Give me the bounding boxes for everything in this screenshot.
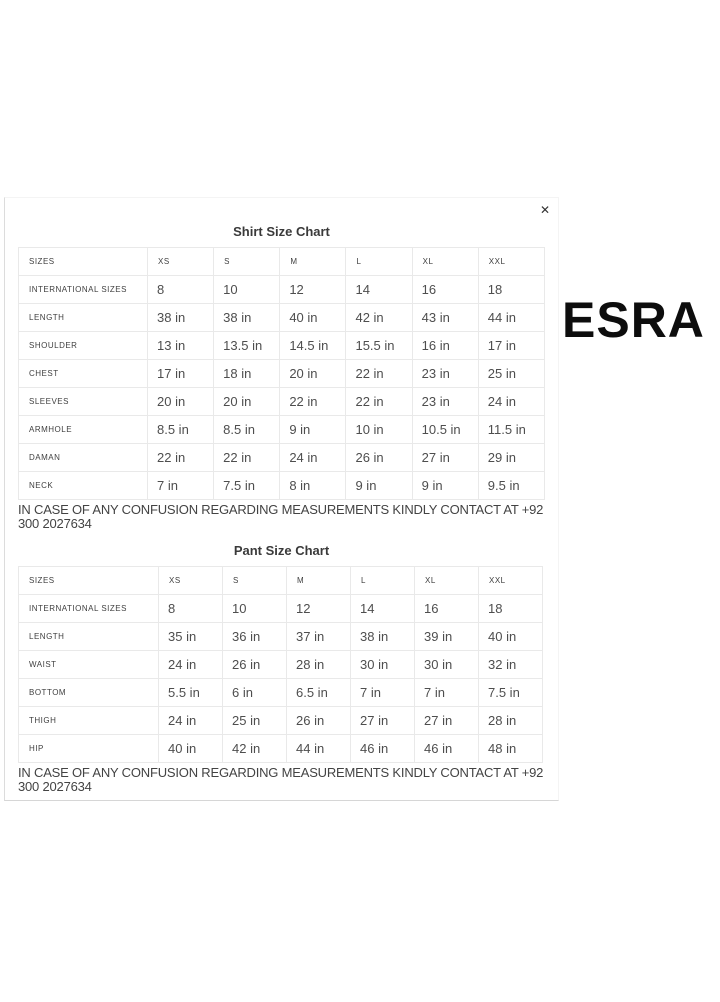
- value-cell: 9.5 in: [478, 472, 544, 500]
- value-cell: 10: [223, 595, 287, 623]
- value-cell: 16 in: [412, 332, 478, 360]
- shirt-size-table: [18, 247, 545, 500]
- row-label-cell: HIP: [19, 735, 159, 763]
- value-cell: 7.5 in: [479, 679, 543, 707]
- value-cell: 39 in: [415, 623, 479, 651]
- value-cell: 32 in: [479, 651, 543, 679]
- shirt-chart-note: IN CASE OF ANY CONFUSION REGARDING MEASUREMENTS KINDLY CONTACT AT +92 300 2027634: [18, 502, 544, 531]
- pant-chart-title: Pant Size Chart: [233, 543, 330, 558]
- value-cell: 8: [159, 595, 223, 623]
- value-cell: 7.5 in: [214, 472, 280, 500]
- value-cell: 16: [415, 595, 479, 623]
- brand-logo: ESRA: [562, 292, 705, 348]
- table-row: [19, 651, 543, 679]
- value-cell: 40 in: [159, 735, 223, 763]
- pant-chart-note: IN CASE OF ANY CONFUSION REGARDING MEASUREMENTS KINDLY CONTACT AT +92 300 2027634: [18, 765, 544, 794]
- row-label-cell: SIZES: [19, 567, 159, 595]
- value-cell: 9 in: [280, 416, 346, 444]
- value-cell: 30 in: [351, 651, 415, 679]
- value-cell: 8.5 in: [148, 416, 214, 444]
- value-cell: 24 in: [159, 651, 223, 679]
- value-cell: 9 in: [412, 472, 478, 500]
- table-row: [19, 595, 543, 623]
- value-cell: 10 in: [346, 416, 412, 444]
- value-cell: M: [280, 248, 346, 276]
- value-cell: 27 in: [415, 707, 479, 735]
- value-cell: 9 in: [346, 472, 412, 500]
- row-label-cell: THIGH: [19, 707, 159, 735]
- value-cell: 13 in: [148, 332, 214, 360]
- value-cell: 17 in: [478, 332, 544, 360]
- value-cell: 40 in: [479, 623, 543, 651]
- value-cell: 14: [351, 595, 415, 623]
- table-row: [19, 679, 543, 707]
- value-cell: XXL: [478, 248, 544, 276]
- value-cell: 20 in: [148, 388, 214, 416]
- value-cell: 28 in: [479, 707, 543, 735]
- table-row: [19, 360, 545, 388]
- value-cell: 7 in: [148, 472, 214, 500]
- row-label-cell: LENGTH: [19, 623, 159, 651]
- value-cell: 17 in: [148, 360, 214, 388]
- value-cell: 27 in: [351, 707, 415, 735]
- value-cell: 42 in: [346, 304, 412, 332]
- value-cell: 26 in: [346, 444, 412, 472]
- table-row: [19, 332, 545, 360]
- value-cell: 20 in: [280, 360, 346, 388]
- value-cell: 12: [287, 595, 351, 623]
- value-cell: 25 in: [478, 360, 544, 388]
- value-cell: 46 in: [415, 735, 479, 763]
- value-cell: 24 in: [159, 707, 223, 735]
- value-cell: 42 in: [223, 735, 287, 763]
- value-cell: XL: [415, 567, 479, 595]
- value-cell: 48 in: [479, 735, 543, 763]
- value-cell: 22 in: [214, 444, 280, 472]
- value-cell: 10: [214, 276, 280, 304]
- row-label-cell: INTERNATIONAL SIZES: [19, 276, 148, 304]
- value-cell: 28 in: [287, 651, 351, 679]
- value-cell: 38 in: [148, 304, 214, 332]
- table-row: [19, 276, 545, 304]
- value-cell: 8: [148, 276, 214, 304]
- row-label-cell: SLEEVES: [19, 388, 148, 416]
- header-row: [19, 248, 545, 276]
- value-cell: 38 in: [214, 304, 280, 332]
- value-cell: 6 in: [223, 679, 287, 707]
- value-cell: 10.5 in: [412, 416, 478, 444]
- value-cell: 22 in: [280, 388, 346, 416]
- value-cell: 24 in: [478, 388, 544, 416]
- value-cell: 22 in: [346, 388, 412, 416]
- value-cell: 27 in: [412, 444, 478, 472]
- row-label-cell: DAMAN: [19, 444, 148, 472]
- value-cell: 22 in: [346, 360, 412, 388]
- value-cell: L: [346, 248, 412, 276]
- value-cell: M: [287, 567, 351, 595]
- shirt-chart-title: Shirt Size Chart: [233, 224, 330, 239]
- value-cell: L: [351, 567, 415, 595]
- value-cell: 18: [478, 276, 544, 304]
- row-label-cell: INTERNATIONAL SIZES: [19, 595, 159, 623]
- row-label-cell: BOTTOM: [19, 679, 159, 707]
- value-cell: S: [223, 567, 287, 595]
- value-cell: 40 in: [280, 304, 346, 332]
- value-cell: 38 in: [351, 623, 415, 651]
- value-cell: 12: [280, 276, 346, 304]
- size-chart-panel: [4, 197, 559, 801]
- table-row: [19, 388, 545, 416]
- close-icon[interactable]: ✕: [539, 203, 551, 217]
- value-cell: 43 in: [412, 304, 478, 332]
- row-label-cell: ARMHOLE: [19, 416, 148, 444]
- value-cell: 25 in: [223, 707, 287, 735]
- value-cell: 23 in: [412, 388, 478, 416]
- table-row: [19, 444, 545, 472]
- value-cell: 29 in: [478, 444, 544, 472]
- value-cell: 8.5 in: [214, 416, 280, 444]
- pant-size-table: [18, 566, 543, 763]
- value-cell: XXL: [479, 567, 543, 595]
- value-cell: 30 in: [415, 651, 479, 679]
- value-cell: 22 in: [148, 444, 214, 472]
- value-cell: 15.5 in: [346, 332, 412, 360]
- value-cell: 18: [479, 595, 543, 623]
- value-cell: 14.5 in: [280, 332, 346, 360]
- value-cell: 13.5 in: [214, 332, 280, 360]
- value-cell: 35 in: [159, 623, 223, 651]
- value-cell: 44 in: [287, 735, 351, 763]
- value-cell: 26 in: [223, 651, 287, 679]
- value-cell: 36 in: [223, 623, 287, 651]
- value-cell: 7 in: [351, 679, 415, 707]
- value-cell: 23 in: [412, 360, 478, 388]
- row-label-cell: CHEST: [19, 360, 148, 388]
- table-row: [19, 707, 543, 735]
- value-cell: 46 in: [351, 735, 415, 763]
- header-row: [19, 567, 543, 595]
- value-cell: 44 in: [478, 304, 544, 332]
- value-cell: S: [214, 248, 280, 276]
- row-label-cell: LENGTH: [19, 304, 148, 332]
- table-row: [19, 623, 543, 651]
- value-cell: 24 in: [280, 444, 346, 472]
- value-cell: 20 in: [214, 388, 280, 416]
- value-cell: XL: [412, 248, 478, 276]
- value-cell: 26 in: [287, 707, 351, 735]
- row-label-cell: NECK: [19, 472, 148, 500]
- row-label-cell: SIZES: [19, 248, 148, 276]
- row-label-cell: WAIST: [19, 651, 159, 679]
- value-cell: 37 in: [287, 623, 351, 651]
- value-cell: XS: [159, 567, 223, 595]
- table-row: [19, 304, 545, 332]
- value-cell: 6.5 in: [287, 679, 351, 707]
- value-cell: XS: [148, 248, 214, 276]
- value-cell: 11.5 in: [478, 416, 544, 444]
- value-cell: 8 in: [280, 472, 346, 500]
- row-label-cell: SHOULDER: [19, 332, 148, 360]
- table-row: [19, 735, 543, 763]
- value-cell: 7 in: [415, 679, 479, 707]
- value-cell: 5.5 in: [159, 679, 223, 707]
- table-row: [19, 472, 545, 500]
- table-row: [19, 416, 545, 444]
- value-cell: 18 in: [214, 360, 280, 388]
- value-cell: 14: [346, 276, 412, 304]
- value-cell: 16: [412, 276, 478, 304]
